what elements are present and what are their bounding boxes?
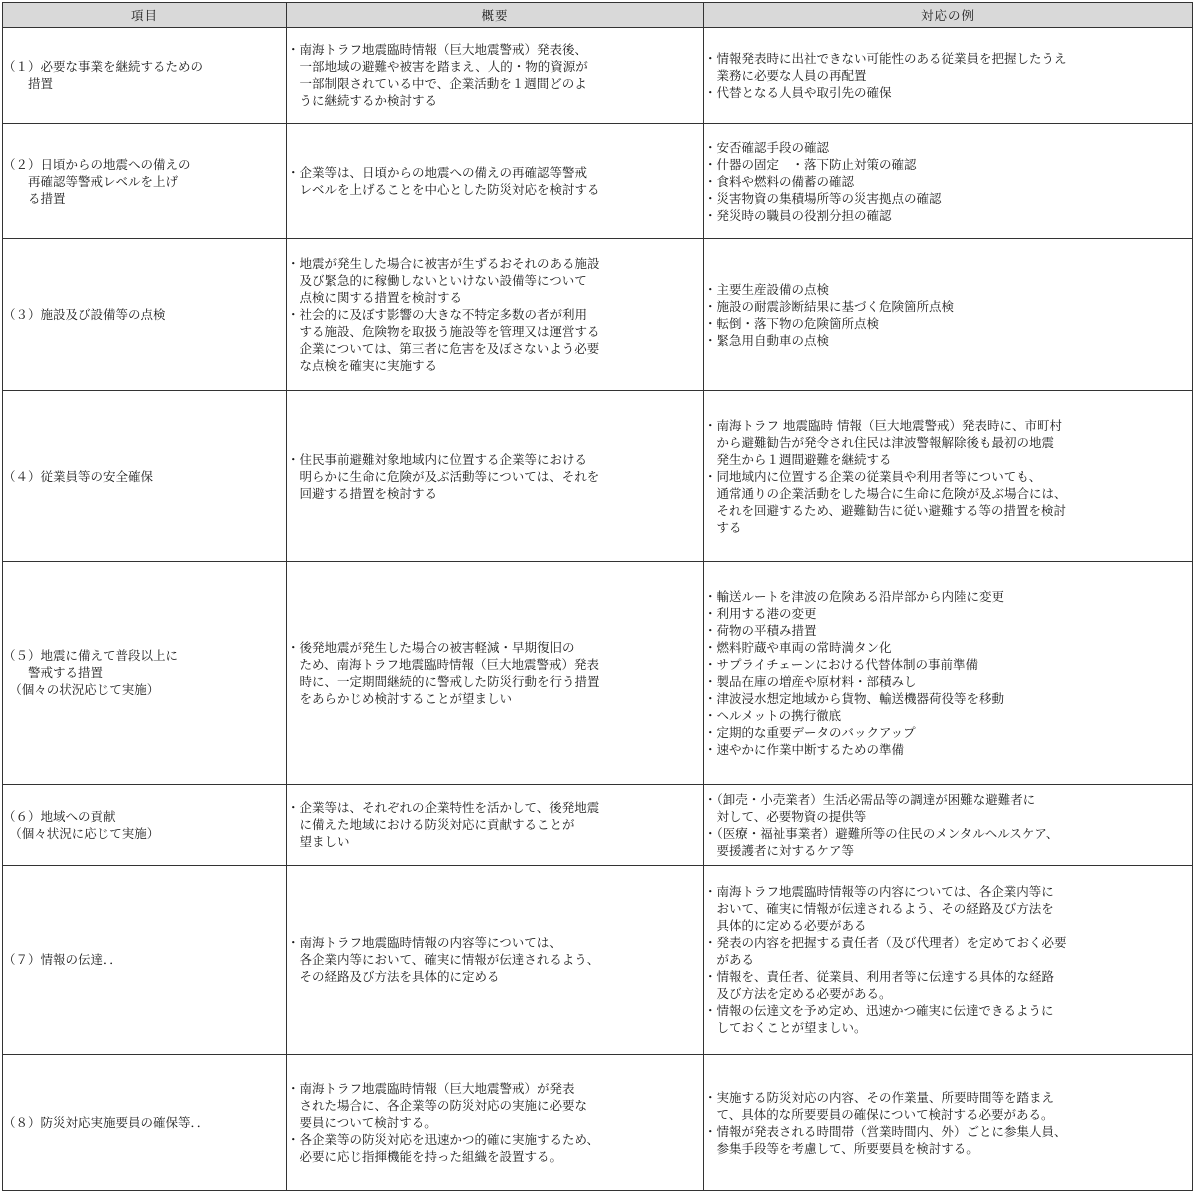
table-row bbox=[3, 123, 1193, 239]
examples-line: 対して、必要物資の提供等 bbox=[704, 808, 867, 824]
summary-line: 時に、一定期間継続的に警戒した防災行動を行う措置 bbox=[287, 673, 600, 689]
examples-line: ・転倒・落下物の危険箇所点検 bbox=[704, 315, 880, 331]
examples-line: ・津波浸水想定地域から貨物、輸送機器荷役等を移動 bbox=[704, 690, 1005, 706]
item-line: （３）施設及び設備等の点検 bbox=[3, 307, 166, 323]
examples-line: ・情報を、責任者、従業員、利用者等に伝達する具体的な経路 bbox=[704, 969, 1055, 985]
examples-line: ・南海トラフ 地震臨時 情報（巨大地震警戒）発表時に、市町村 bbox=[704, 417, 1062, 433]
measures-table bbox=[2, 2, 1193, 1191]
summary-cell bbox=[287, 561, 704, 785]
examples-line: がある bbox=[704, 952, 755, 968]
summary-cell bbox=[287, 1055, 704, 1191]
table-row bbox=[3, 865, 1193, 1054]
examples-line: 参集手段等を考慮して、所要要員を検討する。 bbox=[704, 1140, 979, 1156]
item-line: 措置 bbox=[3, 76, 54, 92]
summary-cell bbox=[287, 865, 704, 1054]
examples-line: ・発表の内容を把握する責任者（及び代理者）を定めておく必要 bbox=[704, 935, 1067, 951]
examples-line: ・定期的な重要データのバックアップ bbox=[704, 724, 916, 740]
examples-line: ・同地域内に位置する企業の従業員や利用者等についても、 bbox=[704, 468, 1042, 484]
summary-line: 点検に関する措置を検討する bbox=[287, 290, 463, 306]
summary-line: 一部地域の避難や被害を踏まえ、人的・物的資源が bbox=[287, 59, 588, 75]
examples-line: ・（医療・福祉事業者）避難所等の住民のメンタルヘルスケア、 bbox=[704, 825, 1059, 841]
examples-line: ・什器の固定 ・落下防止対策の確認 bbox=[704, 156, 917, 172]
table-row bbox=[3, 239, 1193, 391]
summary-line: ・各企業等の防災対応を迅速かつ的確に実施するため、 bbox=[287, 1132, 600, 1147]
summary-line: ・南海トラフ地震臨時情報（巨大地震警戒）発表後、 bbox=[287, 42, 588, 58]
item-line: （８）防災対応実施要員の確保等．． bbox=[3, 1115, 210, 1130]
summary-cell bbox=[287, 123, 704, 239]
summary-cell bbox=[287, 785, 704, 866]
examples-cell bbox=[704, 239, 1193, 391]
item-cell bbox=[3, 561, 287, 785]
summary-line: ・企業等は、それぞれの企業特性を活かして、後発地震 bbox=[287, 800, 600, 816]
item-line: （７）情報の伝達．． bbox=[3, 952, 122, 968]
examples-line: 要援護者に対するケア等 bbox=[704, 842, 855, 858]
examples-line: ・緊急用自動車の点検 bbox=[704, 332, 830, 348]
summary-line: ・企業等は、日頃からの地震への備えの再確認等警戒 bbox=[287, 165, 588, 181]
examples-line: ・実施する防災対応の内容、その作業量、所要時間等を踏まえ bbox=[704, 1089, 1055, 1105]
item-line: る措置 bbox=[3, 190, 66, 206]
examples-line: する bbox=[704, 519, 742, 535]
examples-line: ・災害物資の集積場所等の災害拠点の確認 bbox=[704, 190, 942, 206]
summary-cell bbox=[287, 28, 704, 124]
examples-line: から避難勧告が発令され住民は津波警報解除後も最初の地震 bbox=[704, 434, 1055, 450]
summary-line: 望ましい bbox=[287, 834, 350, 850]
summary-line: その経路及び方法を具体的に定める bbox=[287, 969, 500, 985]
item-cell bbox=[3, 239, 287, 391]
examples-line: ・主要生産設備の点検 bbox=[704, 281, 830, 297]
item-cell bbox=[3, 785, 287, 866]
summary-line: された場合に、各企業等の防災対応の実施に必要な bbox=[287, 1098, 588, 1113]
table-row bbox=[3, 1055, 1193, 1191]
summary-line: する施設、危険物を取扱う施設等を管理又は運営する bbox=[287, 324, 600, 340]
item-line: （個々の状況応じて実施） bbox=[3, 682, 160, 698]
examples-line: ・サプライチェーンにおける代替体制の事前準備 bbox=[704, 656, 979, 672]
header-item: 項目 bbox=[3, 3, 287, 28]
summary-line: うに継続するか検討する bbox=[287, 93, 438, 109]
summary-line: ・南海トラフ地震臨時情報（巨大地震警戒）が発表 bbox=[287, 1081, 575, 1096]
item-line: （個々状況に応じて実施） bbox=[3, 825, 160, 841]
examples-line: 及び方法を定める必要がある。 bbox=[704, 986, 892, 1002]
summary-line: 明らかに生命に危険が及ぶ活動等については、それを bbox=[287, 468, 600, 484]
header-summary: 概要 bbox=[287, 3, 704, 28]
item-line: （２）日頃からの地震への備えの bbox=[3, 156, 191, 172]
examples-cell bbox=[704, 123, 1193, 239]
summary-line: 各企業内等において、確実に情報が伝達されるよう、 bbox=[287, 952, 600, 968]
table-row bbox=[3, 391, 1193, 561]
examples-line: ・情報発表時に出社できない可能性のある従業員を把握したうえ bbox=[704, 50, 1067, 66]
examples-cell bbox=[704, 561, 1193, 785]
examples-line: 業務に必要な人員の再配置 bbox=[704, 67, 867, 83]
table-row bbox=[3, 28, 1193, 124]
examples-line: ・燃料貯蔵や車両の常時満タン化 bbox=[704, 639, 892, 655]
summary-line: 要員について検討する。 bbox=[287, 1115, 437, 1130]
examples-line: ・情報の伝達文を予め定め、迅速かつ確実に伝達できるように bbox=[704, 1003, 1054, 1019]
examples-cell bbox=[704, 28, 1193, 124]
item-line: 警戒する措置 bbox=[3, 665, 104, 681]
item-line: （４）従業員等の安全確保 bbox=[3, 468, 154, 484]
item-line: 再確認等警戒レベルを上げ bbox=[3, 173, 179, 189]
examples-line: ・食料や燃料の備蓄の確認 bbox=[704, 173, 855, 189]
summary-line: 及び緊急的に稼働しないといけない設備等について bbox=[287, 273, 587, 289]
examples-line: ・速やかに作業中断するための準備 bbox=[704, 741, 905, 757]
summary-line: 一部制限されている中で、企業活動を１週間どのよ bbox=[287, 76, 587, 92]
item-line: （１）必要な事業を継続するための bbox=[3, 59, 204, 75]
examples-line: ・輸送ルートを津波の危険ある沿岸部から内陸に変更 bbox=[704, 588, 1005, 604]
summary-line: をあらかじめ検討することが望ましい bbox=[287, 690, 513, 706]
examples-line: ・施設の耐震診断結果に基づく危険箇所点検 bbox=[704, 298, 955, 314]
summary-line: ・地震が発生した場合に被害が生ずるおそれのある施設 bbox=[287, 256, 600, 272]
examples-line: ・安否確認手段の確認 bbox=[704, 139, 830, 155]
examples-line: ・南海トラフ地震臨時情報等の内容については、各企業内等に bbox=[704, 884, 1054, 900]
summary-line: 必要に応じ指揮機能を持った組織を設置する。 bbox=[287, 1149, 563, 1164]
summary-cell bbox=[287, 391, 704, 561]
summary-line: ため、南海トラフ地震臨時情報（巨大地震警戒）発表 bbox=[287, 656, 600, 672]
table-row bbox=[3, 785, 1193, 866]
examples-line: て、具体的な所要要員の確保について検討する必要がある。 bbox=[704, 1106, 1054, 1122]
examples-line: おいて、確実に情報が伝達されるよう、その経路及び方法を bbox=[704, 901, 1054, 917]
examples-line: ・利用する港の変更 bbox=[704, 605, 817, 621]
examples-line: 具体的に定める必要がある bbox=[704, 918, 867, 934]
header-row bbox=[3, 3, 1193, 28]
table-body bbox=[3, 28, 1193, 1191]
examples-cell bbox=[704, 1055, 1193, 1191]
summary-cell bbox=[287, 239, 704, 391]
item-line: （６）地域への貢献 bbox=[3, 808, 116, 824]
summary-line: ・社会的に及ぼす影響の大きな不特定多数の者が利用 bbox=[287, 307, 588, 323]
item-cell bbox=[3, 28, 287, 124]
examples-line: ・代替となる人員や取引先の確保 bbox=[704, 84, 892, 100]
examples-line: ・製品在庫の増産や原材料・部積みし bbox=[704, 673, 917, 689]
summary-line: な点検を確実に実施する bbox=[287, 358, 438, 374]
item-cell bbox=[3, 865, 287, 1054]
summary-line: 企業については、第三者に危害を及ぼさないよう必要 bbox=[287, 341, 600, 357]
examples-line: ・情報が発表される時間帯（営業時間内、外）ごとに参集人員、 bbox=[704, 1123, 1067, 1139]
examples-line: 発生から１週間避難を継続する bbox=[704, 451, 892, 467]
item-cell bbox=[3, 123, 287, 239]
examples-cell bbox=[704, 865, 1193, 1054]
summary-line: 回避する措置を検討する bbox=[287, 485, 438, 501]
examples-line: それを回避するため、避難勧告に従い避難する等の措置を検討 bbox=[704, 502, 1067, 518]
header-examples: 対応の例 bbox=[704, 3, 1193, 28]
examples-line: 通常通りの企業活動をした場合に生命に危険が及ぶ場合には、 bbox=[704, 485, 1067, 501]
summary-line: レベルを上げることを中心とした防災対応を検討する bbox=[287, 182, 600, 198]
item-line: （５）地震に備えて普段以上に bbox=[3, 648, 179, 664]
examples-line: ・荷物の平積み措置 bbox=[704, 622, 817, 638]
summary-line: ・住民事前避難対象地域内に位置する企業等における bbox=[287, 451, 588, 467]
summary-line: に備えた地域における防災対応に貢献することが bbox=[287, 817, 575, 833]
item-cell bbox=[3, 391, 287, 561]
examples-cell bbox=[704, 391, 1193, 561]
summary-line: ・南海トラフ地震臨時情報の内容等については、 bbox=[287, 935, 562, 951]
examples-cell bbox=[704, 785, 1193, 866]
table-row bbox=[3, 561, 1193, 785]
examples-line: ・（卸売・小売業者）生活必需品等の調達が困難な避難者に bbox=[704, 791, 1036, 807]
summary-line: ・後発地震が発生した場合の被害軽減・早期復旧の bbox=[287, 639, 575, 655]
examples-line: ・発災時の職員の役割分担の確認 bbox=[704, 207, 892, 223]
item-cell bbox=[3, 1055, 287, 1191]
table-header bbox=[3, 3, 1193, 28]
examples-line: しておくことが望ましい。 bbox=[704, 1020, 867, 1036]
examples-line: ・ヘルメットの携行徹底 bbox=[704, 707, 842, 723]
